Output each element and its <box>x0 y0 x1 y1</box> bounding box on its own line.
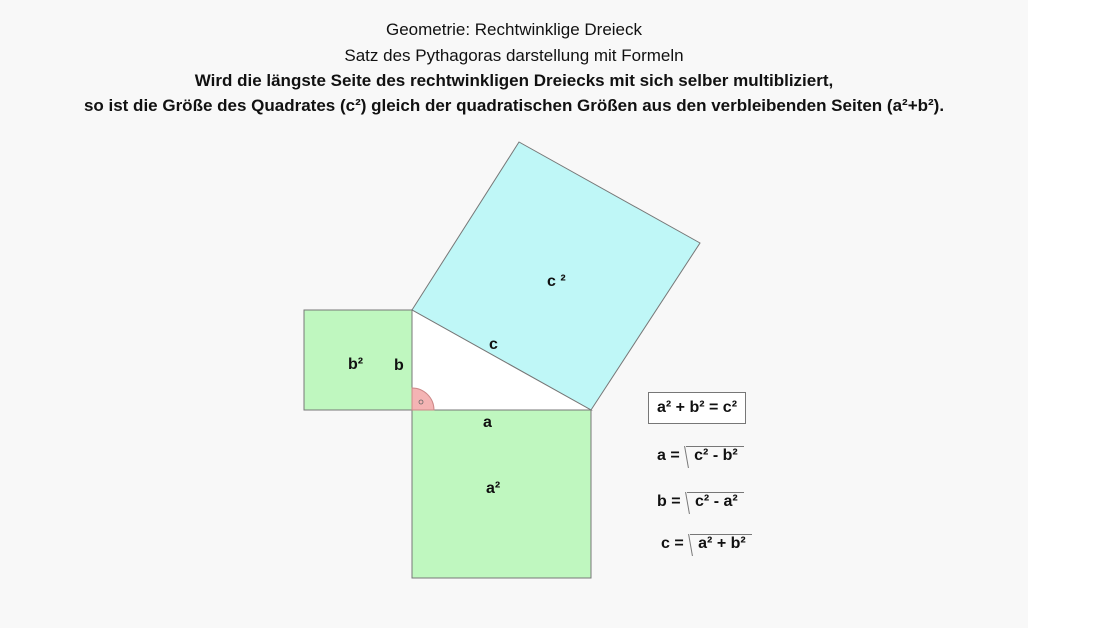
formula-a-root: c² - b² <box>686 446 744 465</box>
formula-c-root: a² + b² <box>690 534 752 553</box>
label-a-squared: a² <box>486 480 501 497</box>
formula-b-root: c² - a² <box>687 492 744 511</box>
label-b: b <box>394 357 404 374</box>
label-b-squared: b² <box>348 356 364 373</box>
formula-c <box>661 534 752 553</box>
page-title: Geometrie: Rechtwinklige Dreieck <box>385 20 643 39</box>
formula-b-prefix: b = <box>657 493 681 510</box>
formula-c-prefix: c = <box>661 535 684 552</box>
formula-b <box>657 492 744 511</box>
formula-pythagoras: a² + b² = c² <box>648 392 746 424</box>
formula-a-prefix: a = <box>657 447 680 464</box>
label-c: c <box>489 336 498 353</box>
formula-a <box>657 446 744 465</box>
label-a: a <box>483 414 492 431</box>
square-a <box>412 410 591 578</box>
label-c-squared: c ² <box>547 273 566 290</box>
page-subtitle: Satz des Pythagoras darstellung mit Formeln <box>344 46 684 65</box>
description-line-2: so ist die Größe des Quadrates (c²) gleich der quadratischen Größen aus den verbleibenden Seiten (a²+b²). <box>83 96 945 115</box>
description-line-1: Wird die längste Seite des rechtwinkligen Dreiecks mit sich selber multibliziert, <box>194 71 834 90</box>
